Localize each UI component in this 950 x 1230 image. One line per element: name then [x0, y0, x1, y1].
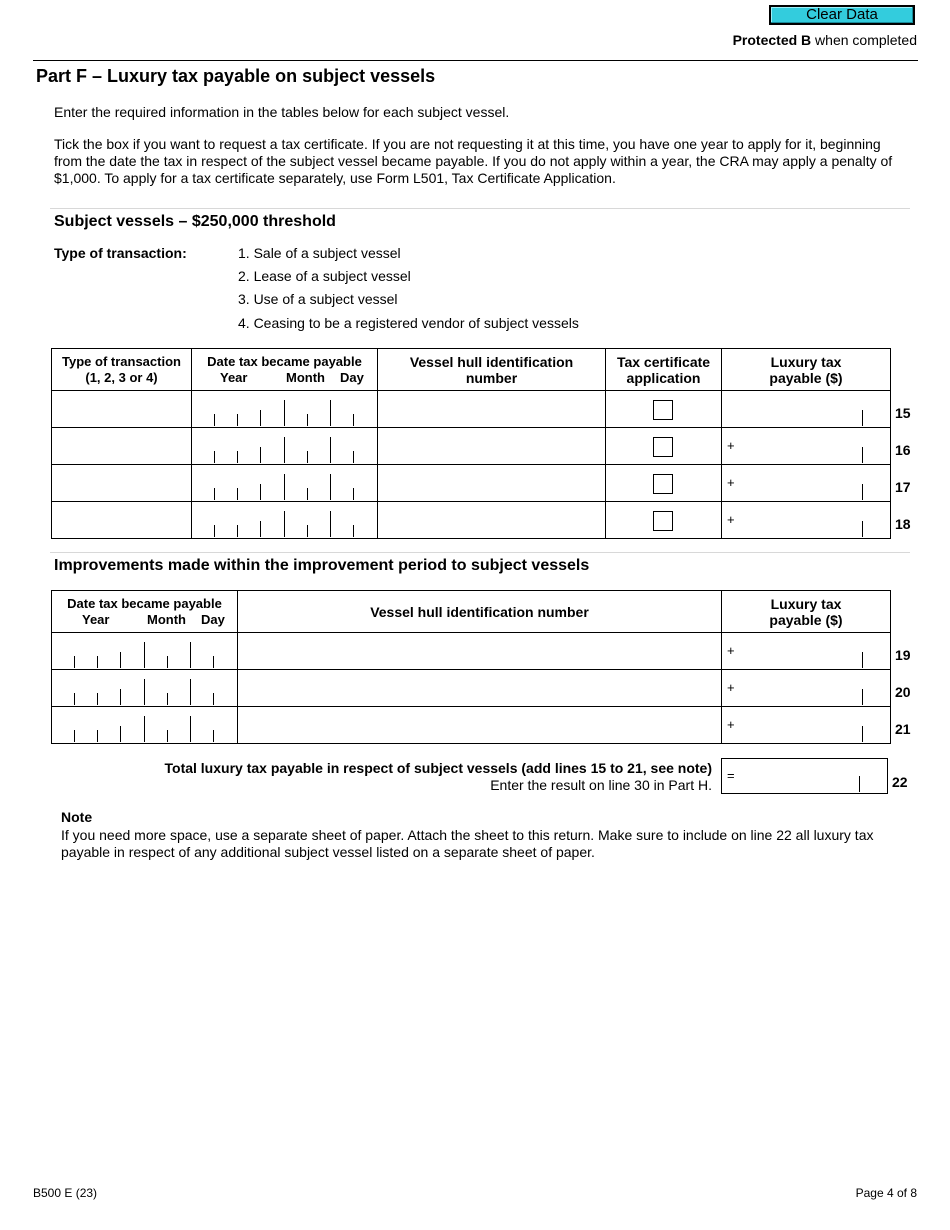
header-tax-certificate: Tax certificate application [606, 349, 722, 391]
date-tick [260, 521, 261, 537]
date-tick [144, 679, 145, 705]
date-tick [213, 693, 214, 705]
date-comb-ticks [52, 715, 237, 743]
date-comb-ticks [52, 641, 237, 669]
vessel-rows [52, 391, 911, 539]
line-number: 18 [895, 516, 911, 532]
date-tick [330, 474, 331, 500]
date-tick [353, 451, 354, 463]
vessels-section-title: Subject vessels – $250,000 threshold [54, 213, 336, 230]
date-tick [260, 410, 261, 426]
date-tick [74, 693, 75, 705]
table-row [52, 502, 891, 539]
date-tick [120, 726, 121, 742]
line-number: 20 [895, 684, 911, 700]
hull-number-field[interactable] [238, 707, 722, 744]
table-row [52, 465, 891, 502]
date-tick [353, 414, 354, 426]
certificate-cell [606, 428, 722, 465]
table-row [52, 428, 891, 465]
date-field[interactable] [192, 502, 378, 539]
transaction-type-field[interactable] [52, 465, 192, 502]
protected-status [733, 32, 917, 48]
date-comb-ticks [192, 436, 377, 464]
date-tick [353, 488, 354, 500]
date-tick [167, 656, 168, 668]
date-tick [214, 525, 215, 537]
note-heading: Note [61, 809, 93, 825]
date-tick [307, 451, 308, 463]
cents-separator [862, 447, 863, 463]
transaction-type-field[interactable] [52, 428, 192, 465]
date-tick [307, 414, 308, 426]
section-divider [50, 208, 910, 209]
date-tick [120, 652, 121, 668]
header-luxury-tax: Luxury tax payable ($) [722, 591, 891, 633]
date-tick [330, 400, 331, 426]
vessels-table [51, 348, 911, 539]
line-number: 17 [895, 479, 911, 495]
table-row [52, 633, 891, 670]
transaction-type-item: 1. Sale of a subject vessel [238, 245, 401, 261]
plus-sign: + [727, 680, 735, 695]
date-tick [214, 451, 215, 463]
luxury-tax-field[interactable] [722, 465, 911, 502]
table-row [52, 670, 891, 707]
date-tick [167, 693, 168, 705]
cents-separator [862, 410, 863, 426]
cents-separator [862, 521, 863, 537]
page-number: Page 4 of 8 [855, 1186, 917, 1200]
certificate-cell [606, 465, 722, 502]
certificate-cell [606, 502, 722, 539]
protected-suffix: when completed [811, 32, 917, 48]
date-tick [97, 730, 98, 742]
hull-number-field[interactable] [378, 502, 606, 539]
total-luxury-tax-field[interactable] [721, 758, 888, 794]
date-tick [284, 400, 285, 426]
date-tick [214, 488, 215, 500]
protected-label: Protected B [732, 32, 812, 48]
hull-number-field[interactable] [238, 633, 722, 670]
date-tick [97, 656, 98, 668]
transaction-type-item: 2. Lease of a subject vessel [238, 268, 411, 284]
date-tick [190, 642, 191, 668]
section-divider [50, 552, 910, 553]
tax-certificate-checkbox[interactable] [653, 437, 673, 457]
date-comb-ticks [192, 399, 377, 427]
date-tick [144, 716, 145, 742]
cents-separator [862, 726, 863, 742]
header-date: Date tax became payable Year Month Day [52, 591, 238, 633]
header-date: Date tax became payable Year Month Day [192, 349, 378, 391]
plus-sign: + [727, 643, 735, 658]
total-instruction: Enter the result on line 30 in Part H. [490, 777, 712, 793]
hull-number-field[interactable] [238, 670, 722, 707]
improvements-table [51, 590, 911, 744]
intro-text: Enter the required information in the tables below for each subject vessel. [54, 104, 510, 120]
date-tick [144, 642, 145, 668]
date-comb-ticks [192, 473, 377, 501]
date-tick [284, 437, 285, 463]
table-row [52, 391, 891, 428]
date-tick [307, 525, 308, 537]
date-comb-ticks [52, 678, 237, 706]
cents-separator [862, 689, 863, 705]
header-hull-number: Vessel hull identification number [238, 591, 722, 633]
date-field[interactable] [192, 391, 378, 428]
table-header-row [52, 349, 891, 391]
form-identifier: B500 E (23) [33, 1186, 98, 1200]
line-number: 16 [895, 442, 911, 458]
header-luxury-tax: Luxury tax payable ($) [722, 349, 891, 391]
date-comb-ticks [192, 510, 377, 538]
table-row [52, 707, 891, 744]
luxury-tax-field[interactable] [722, 502, 911, 539]
date-field[interactable] [192, 428, 378, 465]
luxury-tax-field[interactable] [722, 670, 911, 707]
date-tick [213, 656, 214, 668]
clear-data-button[interactable]: Clear Data [769, 5, 915, 25]
date-tick [190, 716, 191, 742]
date-field[interactable] [192, 465, 378, 502]
transaction-type-label: Type of transaction: [54, 245, 187, 261]
plus-sign: + [727, 717, 735, 732]
date-tick [213, 730, 214, 742]
date-field[interactable] [52, 707, 238, 744]
date-tick [284, 474, 285, 500]
luxury-tax-field[interactable] [722, 633, 911, 670]
tax-certificate-checkbox[interactable] [653, 474, 673, 494]
hull-number-field[interactable] [378, 465, 606, 502]
date-tick [237, 525, 238, 537]
date-field[interactable] [52, 670, 238, 707]
date-tick [167, 730, 168, 742]
tax-certificate-checkbox[interactable] [653, 511, 673, 531]
date-tick [74, 656, 75, 668]
cents-separator [862, 484, 863, 500]
part-title: Part F – Luxury tax payable on subject vessels [36, 66, 436, 86]
table-header-row [52, 591, 891, 633]
tax-certificate-checkbox[interactable] [653, 400, 673, 420]
certificate-cell [606, 391, 722, 428]
equals-sign: = [727, 768, 735, 783]
date-tick [330, 437, 331, 463]
transaction-type-item: 3. Use of a subject vessel [238, 291, 398, 307]
date-field[interactable] [52, 633, 238, 670]
improvements-section-title: Improvements made within the improvement period to subject vessels [54, 557, 590, 574]
header-hull-number: Vessel hull identification number [378, 349, 606, 391]
note-text: If you need more space, use a separate sheet of paper. Attach the sheet to this return. Make sure to include on line 22 all luxury tax payable in respect of any additional subject vessel listed on a separate sheet of paper. [61, 827, 874, 860]
total-label: Total luxury tax payable in respect of subject vessels (add lines 15 to 21, see note) [164, 760, 712, 776]
transaction-type-field[interactable] [52, 391, 192, 428]
date-tick [307, 488, 308, 500]
date-tick [353, 525, 354, 537]
line-number: 22 [892, 774, 908, 790]
luxury-tax-field[interactable] [722, 391, 911, 428]
plus-sign: + [727, 475, 735, 490]
total-label-block [165, 760, 713, 794]
luxury-tax-field[interactable] [722, 707, 911, 744]
luxury-tax-field[interactable] [722, 428, 911, 465]
date-tick [190, 679, 191, 705]
date-tick [260, 484, 261, 500]
date-tick [237, 488, 238, 500]
date-tick [214, 414, 215, 426]
hull-number-field[interactable] [378, 391, 606, 428]
top-divider [33, 60, 918, 61]
hull-number-field[interactable] [378, 428, 606, 465]
cents-separator [862, 652, 863, 668]
plus-sign: + [727, 512, 735, 527]
transaction-type-field[interactable] [52, 502, 192, 539]
date-tick [284, 511, 285, 537]
date-tick [237, 451, 238, 463]
improvement-rows [52, 633, 911, 744]
header-transaction-type: Type of transaction (1, 2, 3 or 4) [52, 349, 192, 391]
date-tick [237, 414, 238, 426]
line-number: 21 [895, 721, 911, 737]
date-tick [74, 730, 75, 742]
transaction-type-item: 4. Ceasing to be a registered vendor of subject vessels [238, 315, 579, 331]
date-tick [260, 447, 261, 463]
date-tick [97, 693, 98, 705]
instructions-text: Tick the box if you want to request a tax certificate. If you are not requesting it at this time, you have one year to apply for it, beginning from the date the tax in respect of the subject vessel became payable. If you do not apply within a year, the CRA may apply a penalty of $1,000. To apply for a tax certificate separately, use Form L501, Tax Certificate Application. [54, 136, 893, 186]
plus-sign: + [727, 438, 735, 453]
line-number: 19 [895, 647, 911, 663]
date-tick [330, 511, 331, 537]
date-tick [120, 689, 121, 705]
line-number: 15 [895, 405, 911, 421]
cents-separator [859, 776, 860, 792]
